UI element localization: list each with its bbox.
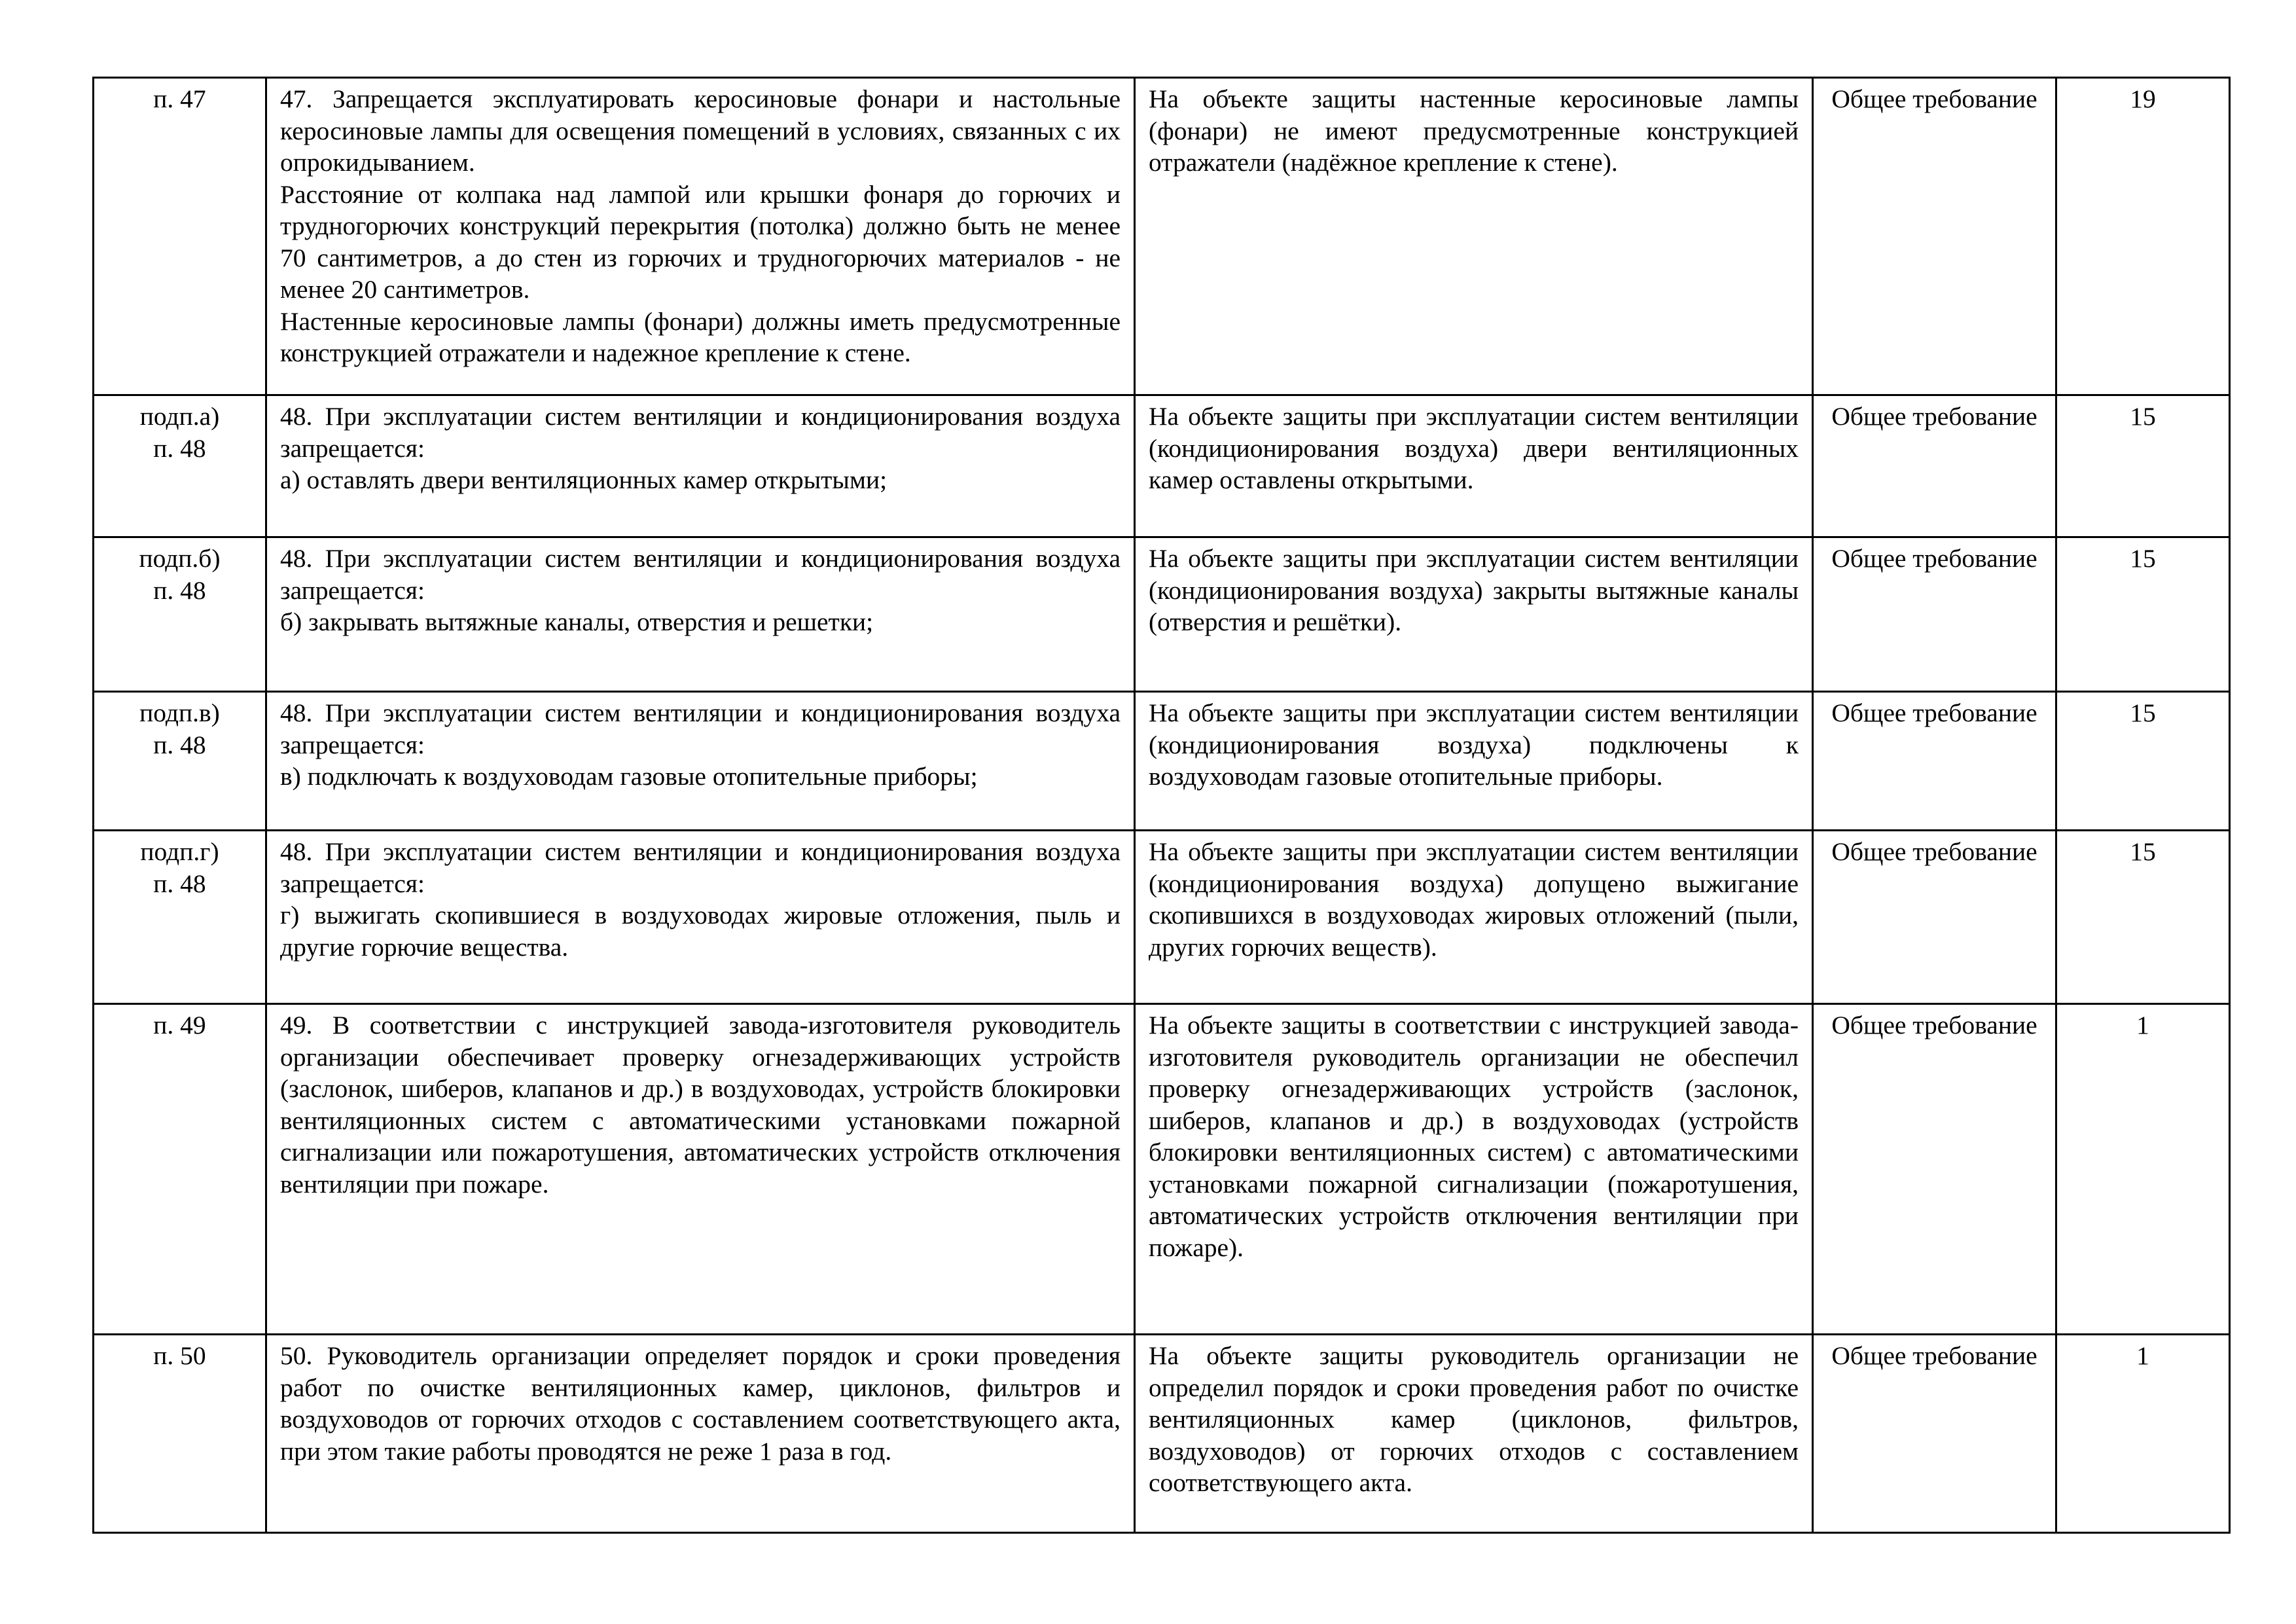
clause-cell bbox=[94, 1004, 266, 1335]
row-number: 1 bbox=[2136, 1341, 2149, 1370]
requirement-type: Общее требование bbox=[1831, 402, 2037, 431]
violation-text: На объекте защиты в соответствии с инструкцией завода-изготовителя руководитель организации не обеспечил проверку огнезадерживающих устройств (заслонок, шиберов, клапанов и др.) в воздуховодах (устройств блокировки вентиляционных систем) с автоматическими установками пожарной сигнализации (пожаротушения, автоматических устройств отключения вентиляции при пожаре). bbox=[1149, 1011, 1799, 1262]
violation-cell bbox=[1135, 537, 1813, 692]
requirement-paragraph: 47. Запрещается эксплуатировать керосиновые фонари и настольные керосиновые лампы для освещения помещений в условиях, связанных с их опрокидыванием. bbox=[280, 84, 1121, 177]
number-cell bbox=[2056, 831, 2230, 1004]
requirement-text-cell bbox=[266, 1335, 1135, 1533]
requirement-paragraph: Расстояние от колпака над лампой или крышки фонаря до горючих и трудногорючих конструкций перекрытия (потолка) должно быть не менее 70 сантиметров, а до стен из горючих и трудногорючих материалов - не менее 20 сантиметров. bbox=[280, 179, 1121, 304]
clause-ref: п. 48 bbox=[153, 575, 206, 605]
row-number: 15 bbox=[2130, 544, 2156, 573]
number-cell bbox=[2056, 395, 2230, 537]
number-cell bbox=[2056, 692, 2230, 831]
row-number: 15 bbox=[2130, 837, 2156, 866]
requirement-type-cell bbox=[1813, 78, 2056, 395]
requirement-type-cell bbox=[1813, 1004, 2056, 1335]
violation-cell bbox=[1135, 1004, 1813, 1335]
violation-cell bbox=[1135, 692, 1813, 831]
requirement-text-cell bbox=[266, 831, 1135, 1004]
number-cell bbox=[2056, 78, 2230, 395]
clause-ref: подп.а) bbox=[139, 402, 220, 431]
row-number: 1 bbox=[2136, 1011, 2149, 1039]
requirement-paragraph: Настенные керосиновые лампы (фонари) должны иметь предусмотренные конструкцией отражатели и надежное крепление к стене. bbox=[280, 306, 1121, 367]
table-row bbox=[94, 1335, 2230, 1533]
clause-cell bbox=[94, 692, 266, 831]
clause-cell bbox=[94, 1335, 266, 1533]
table-row bbox=[94, 831, 2230, 1004]
requirement-text-cell bbox=[266, 692, 1135, 831]
table-row bbox=[94, 692, 2230, 831]
requirement-type-cell bbox=[1813, 831, 2056, 1004]
clause-cell bbox=[94, 78, 266, 395]
clause-ref: п. 48 bbox=[153, 730, 206, 759]
clause-cell bbox=[94, 395, 266, 537]
violation-cell bbox=[1135, 395, 1813, 537]
requirement-type: Общее требование bbox=[1831, 84, 2037, 113]
number-cell bbox=[2056, 537, 2230, 692]
requirement-type-cell bbox=[1813, 692, 2056, 831]
row-number: 15 bbox=[2130, 698, 2156, 727]
requirement-type-cell bbox=[1813, 1335, 2056, 1533]
violation-text: На объекте защиты руководитель организации не определил порядок и сроки проведения работ по очистке вентиляционных камер (циклонов, фильтров, воздуховодов) от горючих отходов с составлением соответствующего акта. bbox=[1149, 1341, 1799, 1497]
violation-text: На объекте защиты при эксплуатации систем вентиляции (кондиционирования воздуха) двери вентиляционных камер оставлены открытыми. bbox=[1149, 402, 1799, 494]
violation-text: На объекте защиты при эксплуатации систем вентиляции (кондиционирования воздуха) закрыты вытяжные каналы (отверстия и решётки). bbox=[1149, 544, 1799, 636]
table-row bbox=[94, 395, 2230, 537]
requirement-type: Общее требование bbox=[1831, 1011, 2037, 1039]
requirement-paragraph: а) оставлять двери вентиляционных камер открытыми; bbox=[280, 465, 888, 494]
violation-text: На объекте защиты при эксплуатации систем вентиляции (кондиционирования воздуха) допущено выжигание скопившихся в воздуховодах жировых отложений (пыли, других горючих веществ). bbox=[1149, 837, 1799, 962]
requirement-paragraph: 49. В соответствии с инструкцией завода-изготовителя руководитель организации обеспечивает проверку огнезадерживающих устройств (заслонок, шиберов, клапанов и др.) в воздуховодах, устройств блокировки вентиляционных систем с автоматическими установками пожарной сигнализации или пожаротушения, автоматических устройств отключения вентиляции при пожаре. bbox=[280, 1011, 1121, 1199]
number-cell bbox=[2056, 1335, 2230, 1533]
requirement-paragraph: 48. При эксплуатации систем вентиляции и кондиционирования воздуха запрещается: bbox=[280, 698, 1121, 759]
requirement-type-cell bbox=[1813, 537, 2056, 692]
requirement-type-cell bbox=[1813, 395, 2056, 537]
clause-ref: подп.в) bbox=[139, 698, 220, 727]
requirement-type: Общее требование bbox=[1831, 698, 2037, 727]
requirement-text-cell bbox=[266, 537, 1135, 692]
violation-text: На объекте защиты настенные керосиновые лампы (фонари) не имеют предусмотренные конструкцией отражатели (надёжное крепление к стене). bbox=[1149, 84, 1799, 177]
table-row bbox=[94, 1004, 2230, 1335]
clause-ref: п. 49 bbox=[153, 1011, 206, 1039]
requirement-type: Общее требование bbox=[1831, 544, 2037, 573]
requirement-text-cell bbox=[266, 395, 1135, 537]
violation-cell bbox=[1135, 78, 1813, 395]
requirement-type: Общее требование bbox=[1831, 837, 2037, 866]
clause-ref: п. 48 bbox=[153, 869, 206, 898]
row-number: 19 bbox=[2130, 84, 2156, 113]
violation-cell bbox=[1135, 1335, 1813, 1533]
violation-text: На объекте защиты при эксплуатации систем вентиляции (кондиционирования воздуха) подключены к воздуховодам газовые отопительные приборы. bbox=[1149, 698, 1799, 791]
table-row bbox=[94, 78, 2230, 395]
requirement-paragraph: б) закрывать вытяжные каналы, отверстия и решетки; bbox=[280, 607, 874, 636]
violation-cell bbox=[1135, 831, 1813, 1004]
requirement-paragraph: г) выжигать скопившиеся в воздуховодах жировые отложения, пыль и другие горючие вещества. bbox=[280, 901, 1121, 962]
table-row bbox=[94, 537, 2230, 692]
number-cell bbox=[2056, 1004, 2230, 1335]
clause-cell bbox=[94, 537, 266, 692]
clause-ref: п. 48 bbox=[153, 433, 206, 463]
requirements-table bbox=[92, 77, 2231, 1534]
document-page bbox=[92, 77, 2229, 1534]
requirement-paragraph: 48. При эксплуатации систем вентиляции и кондиционирования воздуха запрещается: bbox=[280, 402, 1121, 463]
requirement-type: Общее требование bbox=[1831, 1341, 2037, 1370]
clause-ref: подп.г) bbox=[140, 837, 219, 866]
requirement-paragraph: 48. При эксплуатации систем вентиляции и кондиционирования воздуха запрещается: bbox=[280, 837, 1121, 898]
requirement-text-cell bbox=[266, 1004, 1135, 1335]
clause-ref: п. 47 bbox=[153, 84, 206, 113]
requirement-paragraph: в) подключать к воздуховодам газовые отопительные приборы; bbox=[280, 762, 978, 791]
requirement-paragraph: 48. При эксплуатации систем вентиляции и кондиционирования воздуха запрещается: bbox=[280, 544, 1121, 605]
clause-ref: п. 50 bbox=[153, 1341, 206, 1370]
clause-ref: подп.б) bbox=[139, 544, 221, 573]
clause-cell bbox=[94, 831, 266, 1004]
row-number: 15 bbox=[2130, 402, 2156, 431]
requirement-text-cell bbox=[266, 78, 1135, 395]
requirement-paragraph: 50. Руководитель организации определяет порядок и сроки проведения работ по очистке вентиляционных камер, циклонов, фильтров и воздуховодов от горючих отходов с составлением соответствующего акта, при этом такие работы проводятся не реже 1 раза в год. bbox=[280, 1341, 1121, 1466]
